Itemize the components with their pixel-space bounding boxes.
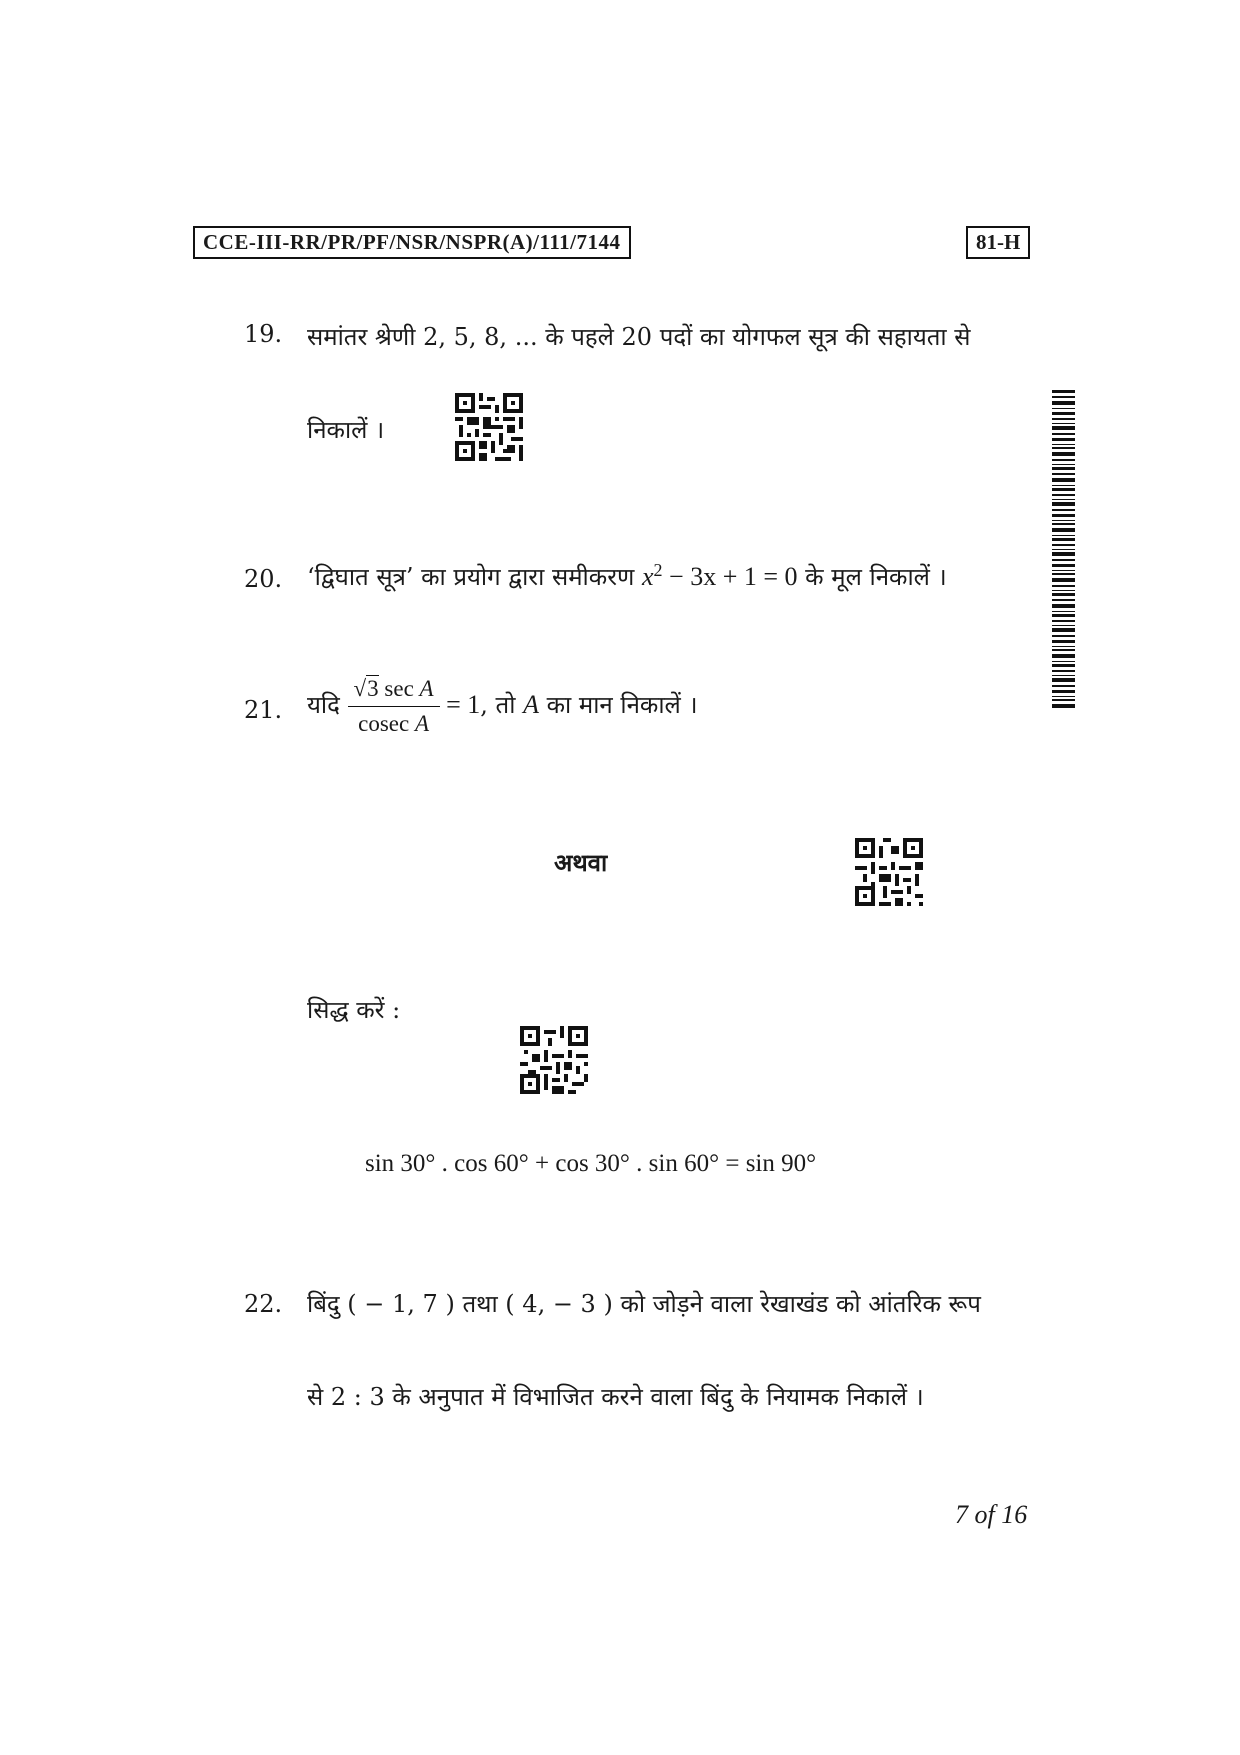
equation-variable: x: [642, 562, 654, 591]
question-21-then: , तो: [480, 691, 524, 719]
or-heading: अथवा: [554, 848, 608, 877]
question-20-before: ‘द्विघात सूत्र’ का प्रयोग द्वारा समीकरण: [307, 563, 642, 591]
question-21-text: [307, 676, 698, 737]
denominator-var: A: [414, 711, 429, 736]
question-number-22: 22.: [244, 1290, 283, 1318]
question-number-19: 19.: [244, 320, 283, 348]
page-number: 7 of 16: [955, 1500, 1028, 1529]
qr-code-icon: [455, 393, 523, 461]
question-21-if: यदि: [307, 691, 340, 719]
prove-label: सिद्ध करें :: [307, 996, 401, 1024]
equation-exponent: 2: [653, 560, 663, 580]
question-19-line2: निकालें ।: [307, 416, 385, 444]
paper-code: CCE-III-RR/PR/PF/NSR/NSPR(A)/111/7144: [193, 226, 631, 259]
trig-identity: sin 30° . cos 60° + cos 30° . sin 60° = sin 90°: [365, 1150, 817, 1177]
question-21-var: A: [523, 690, 539, 719]
equation-rest: − 3x + 1 = 0: [662, 562, 798, 591]
denominator-func: cosec: [358, 711, 415, 736]
qr-code-icon: [520, 1026, 588, 1094]
root-value: 3: [367, 676, 379, 701]
question-22-line1: बिंदु ( − 1, 7 ) तथा ( 4, − 3 ) को जोड़ने वाला रेखाखंड को आंतरिक रूप: [307, 1290, 981, 1318]
subject-code: 81-H: [966, 226, 1030, 259]
qr-code-icon: [855, 838, 923, 906]
trig-fraction: [348, 676, 440, 737]
equals-one: = 1: [439, 690, 481, 719]
question-20-after: के मूल निकालें ।: [797, 563, 947, 591]
question-number-21: 21.: [244, 696, 283, 724]
barcode: [1052, 390, 1075, 708]
question-21-after: का मान निकालें ।: [538, 691, 698, 719]
question-20-text: [307, 560, 947, 593]
fraction-denominator: [348, 707, 440, 737]
question-19-line1: समांतर श्रेणी 2, 5, 8, ... के पहले 20 पदों का योगफल सूत्र की सहायता से: [307, 323, 971, 351]
fraction-numerator: √3 sec A: [348, 676, 440, 707]
question-number-20: 20.: [244, 565, 283, 593]
numerator-var: A: [419, 676, 434, 701]
numerator-func: sec: [378, 676, 420, 701]
question-22-line2: से 2 : 3 के अनुपात में विभाजित करने वाला बिंदु के नियामक निकालें ।: [307, 1383, 924, 1411]
